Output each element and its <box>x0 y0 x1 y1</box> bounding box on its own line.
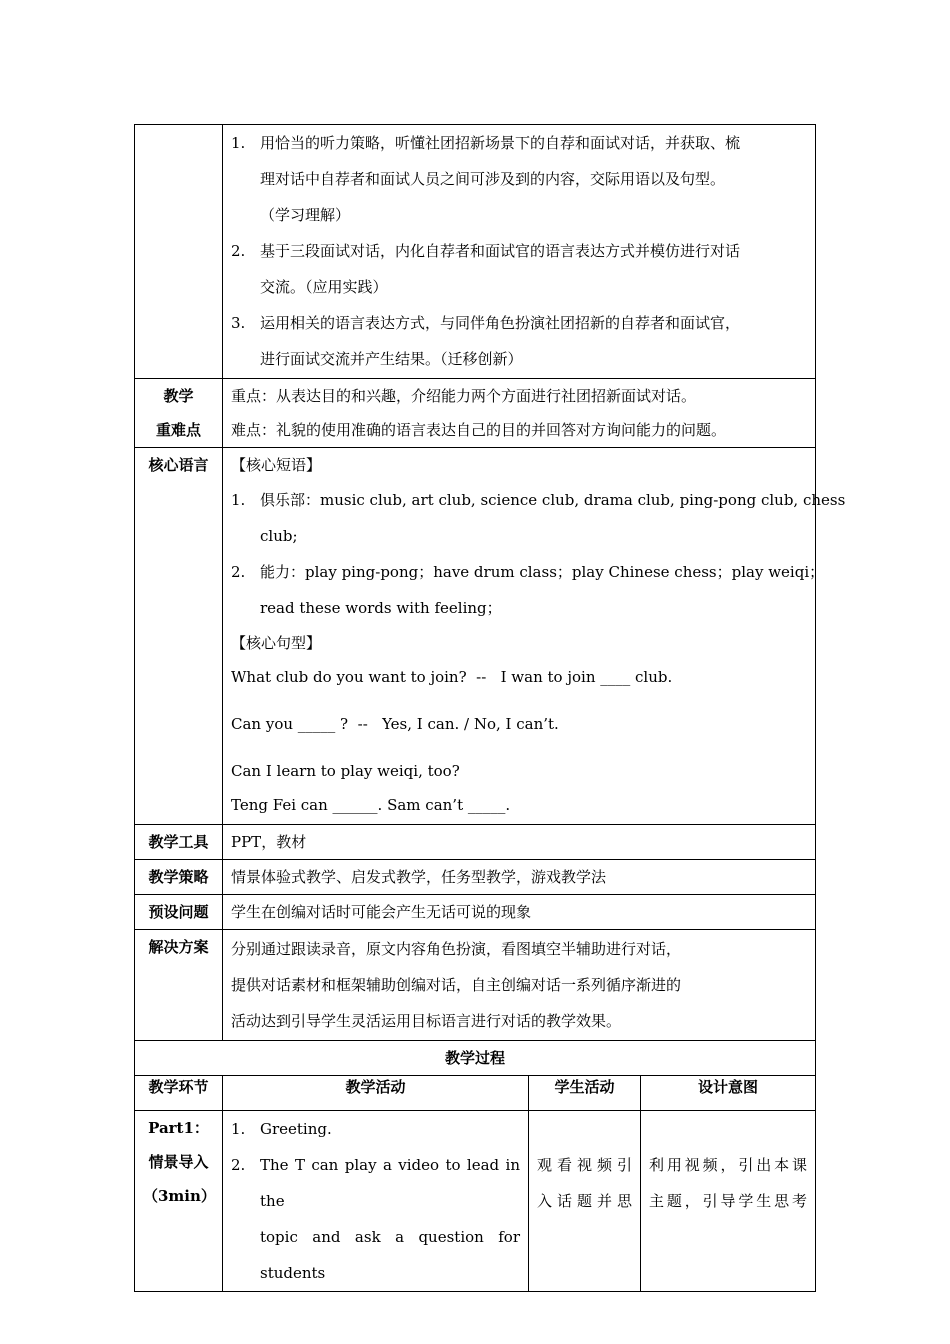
objective-item: 2. 基于三段面试对话，内化自荐者和面试官的语言表达方式并模仿进行对话 交流。（应用实践） <box>231 233 807 305</box>
key-points-label: 教学 重难点 <box>135 379 223 448</box>
part1-design-intent: 利用视频，引出本课 主题，引导学生思考 <box>641 1111 816 1292</box>
sentence-pattern: Teng Fei can ______. Sam can’t _____. <box>231 796 511 814</box>
header-teacher-activity: 教学活动 <box>223 1076 529 1111</box>
activity-item: 2. The T can play a video to lead in the topic and ask a question for students <box>231 1156 520 1282</box>
objectives-list <box>231 125 807 377</box>
objective-text: 进行面试交流并产生结果。（迁移创新） <box>260 350 523 368</box>
issues-label: 预设问题 <box>135 895 223 930</box>
phrase-item: 1. 俱乐部：music club, art club, science club, drama club, ping-pong club, chess club; <box>231 491 846 545</box>
objectives-label-cell <box>135 125 223 379</box>
objective-text: 用恰当的听力策略，听懂社团招新场景下的自荐和面试对话，并获取、梳 <box>260 134 741 152</box>
header-student-activity: 学生活动 <box>529 1076 641 1111</box>
activity-item: 1. Greeting. <box>231 1120 332 1138</box>
difficulty-text: 难点：礼貌的使用准确的语言表达自己的目的并回答对方询问能力的问题。 <box>231 421 727 439</box>
core-language-cell <box>223 448 846 825</box>
part1-stage: Part1： 情景导入 （3min） <box>135 1111 223 1292</box>
sentence-pattern: Can you _____ ? -- Yes, I can. / No, I can’t. <box>231 715 559 733</box>
objective-text: 理对话中自荐者和面试人员之间可涉及到的内容，交际用语以及句型。 <box>260 170 726 188</box>
strategy-value: 情景体验式教学、启发式教学，任务型教学，游戏教学法 <box>223 860 816 895</box>
objective-text: （学习理解） <box>260 206 351 224</box>
core-language-label: 核心语言 <box>135 448 223 825</box>
objective-item: 3. 运用相关的语言表达方式，与同伴角色扮演社团招新的自荐者和面试官， 进行面试交流并产生结果。（迁移创新） <box>231 305 807 377</box>
objective-item: 1. 用恰当的听力策略，听懂社团招新场景下的自荐和面试对话，并获取、梳 理对话中自荐者和面试人员之间可涉及到的内容，交际用语以及句型。 （学习理解） <box>231 125 807 233</box>
focus-text: 重点：从表达目的和兴趣，介绍能力两个方面进行社团招新面试对话。 <box>231 387 697 405</box>
header-design-intent: 设计意图 <box>641 1076 816 1111</box>
phrase-item: 2. 能力：play ping-pong；have drum class；play Chinese chess；play weiqi； read these words with feeling； <box>231 563 825 617</box>
sentence-pattern: Can I learn to play weiqi, too? <box>231 762 460 780</box>
strategy-label: 教学策略 <box>135 860 223 895</box>
objective-text: 运用相关的语言表达方式，与同伴角色扮演社团招新的自荐者和面试官， <box>260 314 741 332</box>
key-points-cell <box>223 379 816 448</box>
process-title: 教学过程 <box>135 1041 816 1076</box>
objective-text: 基于三段面试对话，内化自荐者和面试官的语言表达方式并模仿进行对话 <box>260 242 741 260</box>
phrases-heading: 【核心短语】 <box>231 456 322 474</box>
tools-label: 教学工具 <box>135 825 223 860</box>
sentence-pattern: What club do you want to join? -- I wan to join ____ club. <box>231 668 673 686</box>
part1-student-activity: 观看视频引 入话题并思 <box>529 1111 641 1292</box>
solution-cell: 分别通过跟读录音，原文内容角色扮演，看图填空半辅助进行对话， 提供对话素材和框架辅助创编对话，自主创编对话一系列循序渐进的 活动达到引导学生灵活运用目标语言进行对话的教学效果。 <box>223 930 816 1041</box>
tools-value: PPT，教材 <box>223 825 816 860</box>
issues-value: 学生在创编对话时可能会产生无话可说的现象 <box>223 895 816 930</box>
lesson-plan-table <box>134 124 846 1292</box>
objectives-cell <box>223 125 816 379</box>
phrases-list <box>231 482 846 626</box>
sentences-heading: 【核心句型】 <box>231 634 322 652</box>
part1-activities <box>223 1111 529 1292</box>
header-stage: 教学环节 <box>135 1076 223 1111</box>
solution-label: 解决方案 <box>135 930 223 1041</box>
objective-text: 交流。（应用实践） <box>260 278 388 296</box>
